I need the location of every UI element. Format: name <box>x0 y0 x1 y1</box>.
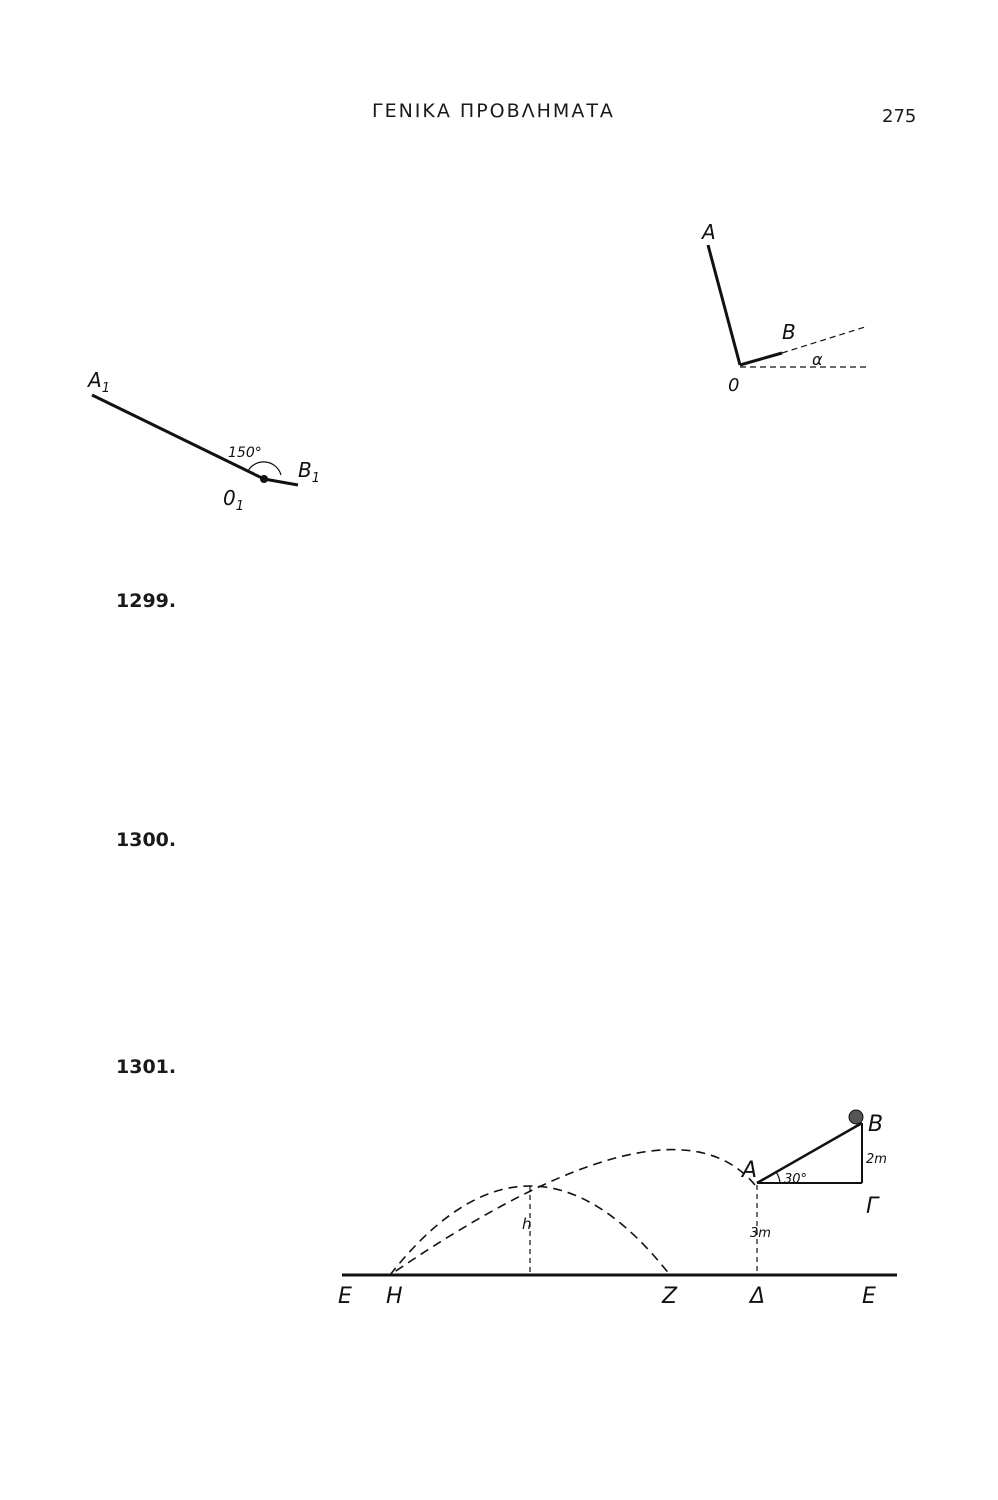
lever-label-b: B <box>782 320 796 344</box>
page-number: 275 <box>882 106 917 127</box>
incline-label-a: A <box>742 1158 758 1183</box>
label-o1: $0_1$ <box>223 486 245 514</box>
incline-figure <box>332 1103 907 1318</box>
incline-label-b: B <box>868 1112 884 1137</box>
incline-label-e-left: E <box>338 1284 352 1309</box>
incline-height-label: 2m <box>866 1152 887 1167</box>
lever-figure <box>690 215 880 395</box>
incline-label-delta: Δ <box>750 1284 766 1309</box>
bent-lever-figure <box>78 355 328 530</box>
angle-150-label: 150° <box>228 445 262 461</box>
running-head: ΓΕΝΙΚΑ ΠΡΟΒΛΗΜΑΤΑ <box>372 100 615 122</box>
problem-number: 1300. <box>116 829 177 851</box>
incline-angle-label: 30° <box>784 1172 808 1187</box>
lever-angle-label: α <box>812 350 823 369</box>
incline-label-z: Z <box>662 1284 678 1309</box>
incline-label-e-right: E <box>862 1284 876 1309</box>
label-a1: $A_1$ <box>88 368 110 396</box>
incline-label-gamma: Γ <box>866 1194 879 1219</box>
lever-label-a: A <box>702 220 716 244</box>
incline-apex-label: h <box>522 1215 532 1233</box>
label-b1: $B_1$ <box>298 458 321 486</box>
incline-drop-label: 3m <box>750 1226 771 1241</box>
problem-number: 1301. <box>116 1056 177 1078</box>
problem-number: 1299. <box>116 590 177 612</box>
lever-label-o: 0 <box>728 375 740 395</box>
incline-label-h: H <box>386 1284 403 1309</box>
